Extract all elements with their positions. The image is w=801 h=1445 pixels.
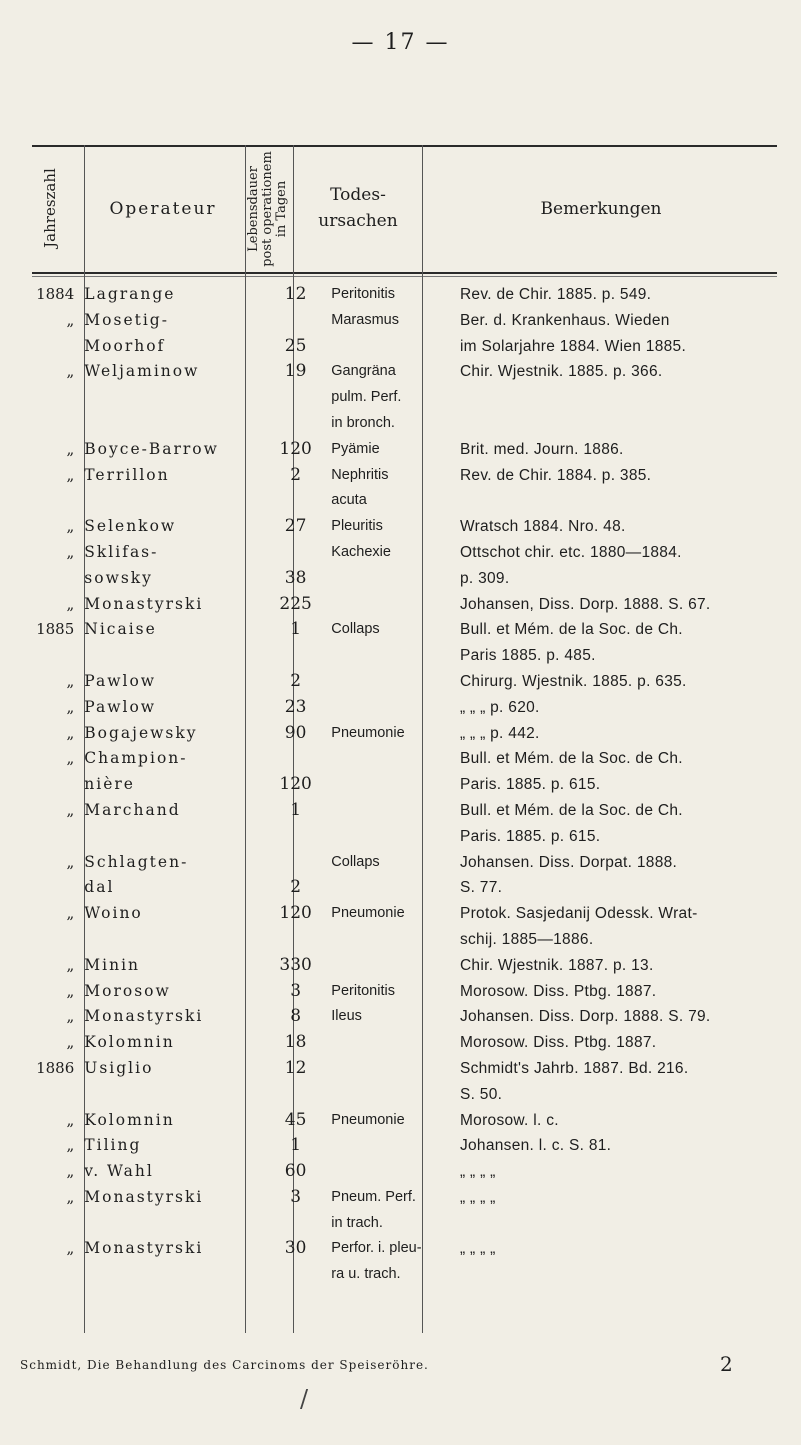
year-cell — [20, 488, 76, 514]
year-cell: „ — [66, 671, 75, 690]
operator-cell: Kolomnin — [84, 1110, 175, 1129]
year-cell — [20, 334, 76, 360]
year-cell: „ — [66, 955, 75, 974]
header-cause — [296, 182, 420, 234]
table-row — [20, 1262, 801, 1288]
remarks-cell: Chir. Wjestnik. 1887. p. 13. — [459, 956, 654, 974]
year-cell — [20, 385, 76, 411]
operator-cell: Monastyrski — [84, 1239, 204, 1258]
header-year: Jahreszahl — [41, 168, 59, 248]
operator-cell: Minin — [84, 955, 141, 974]
cause-cell — [319, 643, 452, 669]
lifespan-cell — [272, 850, 319, 876]
lifespan-cell — [272, 1082, 319, 1108]
cause-cell — [319, 875, 452, 901]
remarks-cell: Bull. et Mém. de la Soc. de Ch. — [459, 621, 683, 639]
remarks-cell: Bull. et Mém. de la Soc. de Ch. — [459, 801, 683, 819]
lifespan-cell: 8 — [290, 1006, 302, 1027]
remarks-cell: p. 309. — [459, 569, 510, 587]
table-row — [20, 359, 801, 385]
operator-cell: Usiglio — [84, 1058, 154, 1077]
cause-cell: Pyämie — [331, 440, 380, 457]
margin-mark: / — [300, 1385, 309, 1413]
table-row — [20, 463, 801, 489]
lifespan-cell — [272, 824, 319, 850]
lifespan-cell: 330 — [279, 954, 312, 975]
operator-cell: Morosow — [84, 981, 171, 1000]
table-row — [20, 592, 801, 618]
header-lifespan-line2: post operationem — [260, 151, 275, 267]
remarks-cell: „ „ „ „ — [459, 1163, 496, 1181]
lifespan-cell — [272, 540, 319, 566]
cause-cell: Kachexie — [331, 543, 391, 560]
lifespan-cell: 90 — [284, 722, 307, 743]
cause-cell — [319, 592, 452, 618]
cause-cell — [319, 669, 452, 695]
lifespan-cell: 120 — [279, 438, 312, 459]
remarks-cell — [452, 1211, 801, 1237]
header-cause-line1: Todes- — [330, 185, 386, 205]
table-row — [20, 308, 801, 334]
year-cell: „ — [66, 1187, 75, 1206]
lifespan-cell: 30 — [284, 1238, 307, 1259]
table-row — [20, 1185, 801, 1211]
header-remarks: Bemerkungen — [540, 199, 662, 219]
remarks-cell: Paris 1885. p. 485. — [459, 647, 596, 665]
year-cell — [20, 411, 76, 437]
remarks-cell: S. 50. — [459, 1085, 503, 1103]
lifespan-cell: 120 — [279, 774, 312, 795]
table-row — [20, 566, 801, 592]
header-operator: Operateur — [109, 199, 217, 219]
year-cell: „ — [66, 800, 75, 819]
operator-cell: Kolomnin — [84, 1033, 175, 1052]
remarks-cell: Ber. d. Krankenhaus. Wieden — [459, 311, 670, 329]
table-row — [20, 901, 801, 927]
cause-cell — [319, 798, 452, 824]
cause-cell: Pneum. Perf. — [331, 1188, 416, 1205]
header-lifespan-line1: Lebensdauer — [246, 166, 261, 252]
remarks-cell: „ „ „ p. 442. — [459, 724, 540, 742]
operator-cell: Monastyrski — [84, 1187, 204, 1206]
table-row — [20, 953, 801, 979]
remarks-cell: Morosow. Diss. Ptbg. 1887. — [459, 982, 657, 1000]
remarks-cell: im Solarjahre 1884. Wien 1885. — [459, 337, 687, 355]
year-cell: „ — [66, 749, 75, 768]
cause-cell — [319, 772, 452, 798]
cause-cell: in trach. — [331, 1214, 383, 1231]
operator-cell: Weljaminow — [84, 362, 200, 381]
table-row — [20, 1211, 801, 1237]
lifespan-cell — [272, 488, 319, 514]
year-cell: „ — [66, 981, 75, 1000]
year-cell — [20, 824, 76, 850]
footer-signature: 2 — [720, 1352, 734, 1376]
header-bottom-rule — [32, 272, 777, 274]
remarks-cell: Chirurg. Wjestnik. 1885. p. 635. — [459, 672, 687, 690]
header-lifespan — [247, 149, 289, 269]
lifespan-cell: 2 — [290, 877, 302, 898]
operator-cell — [76, 927, 272, 953]
table-row — [20, 488, 801, 514]
remarks-cell: schij. 1885—1886. — [459, 930, 594, 948]
operator-cell: Mosetig- — [84, 310, 169, 329]
operations-table-body — [20, 282, 801, 1288]
operator-cell: Monastyrski — [84, 594, 204, 613]
table-row — [20, 979, 801, 1005]
operator-cell: Marchand — [84, 800, 181, 819]
year-cell: „ — [66, 697, 75, 716]
lifespan-cell: 2 — [290, 464, 302, 485]
table-row — [20, 282, 801, 308]
operator-cell — [76, 385, 272, 411]
operator-cell: Monastyrski — [84, 1007, 204, 1026]
lifespan-cell — [272, 746, 319, 772]
year-cell: „ — [66, 1162, 75, 1181]
header-top-rule — [32, 145, 777, 147]
table-row — [20, 540, 801, 566]
table-row — [20, 669, 801, 695]
table-row — [20, 385, 801, 411]
cause-cell — [319, 824, 452, 850]
operator-cell: Woino — [84, 904, 143, 923]
year-cell: „ — [66, 517, 75, 536]
remarks-cell: Ottschot chir. etc. 1880—1884. — [459, 543, 682, 561]
operator-cell: Sklifas- — [84, 542, 159, 561]
year-cell: „ — [66, 542, 75, 561]
footer-text: Schmidt, Die Behandlung des Carcinoms der Speiseröhre. — [20, 1358, 429, 1372]
table-row — [20, 437, 801, 463]
year-cell — [20, 566, 76, 592]
operator-cell: Selenkow — [84, 517, 177, 536]
lifespan-cell — [272, 411, 319, 437]
table-row — [20, 798, 801, 824]
remarks-cell: Rev. de Chir. 1885. p. 549. — [459, 286, 652, 303]
operator-cell: v. Wahl — [84, 1162, 154, 1181]
remarks-cell: Schmidt's Jahrb. 1887. Bd. 216. — [459, 1059, 689, 1077]
operator-cell: nière — [84, 775, 135, 794]
year-cell: „ — [66, 362, 75, 381]
lifespan-cell: 3 — [290, 1186, 302, 1207]
lifespan-cell: 45 — [284, 1109, 307, 1130]
year-cell: 1884 — [36, 285, 75, 303]
year-cell: „ — [66, 904, 75, 923]
remarks-cell: Paris. 1885. p. 615. — [459, 827, 601, 845]
remarks-cell: S. 77. — [459, 879, 503, 897]
operator-cell: Schlagten- — [84, 852, 189, 871]
table-row — [20, 1108, 801, 1134]
lifespan-cell: 38 — [284, 567, 307, 588]
table-row — [20, 514, 801, 540]
lifespan-cell — [272, 643, 319, 669]
lifespan-cell — [272, 308, 319, 334]
cause-cell — [319, 1159, 452, 1185]
cause-cell: Gangräna — [331, 363, 396, 380]
cause-cell: Nephritis — [331, 466, 389, 483]
lifespan-cell: 1 — [290, 799, 302, 820]
cause-cell — [319, 334, 452, 360]
remarks-cell: Protok. Sasjedanij Odessk. Wrat- — [459, 905, 698, 923]
operator-cell: Terrillon — [84, 465, 170, 484]
cause-cell: Peritonitis — [331, 982, 395, 999]
lifespan-cell: 18 — [284, 1032, 307, 1053]
table-row — [20, 617, 801, 643]
operator-cell — [76, 1262, 272, 1288]
lifespan-cell: 27 — [284, 516, 307, 537]
operator-cell — [76, 1082, 272, 1108]
year-cell — [20, 875, 76, 901]
cause-cell: Pneumonie — [331, 1111, 405, 1128]
lifespan-cell: 120 — [279, 903, 312, 924]
year-cell — [20, 1211, 76, 1237]
year-cell: 1885 — [36, 620, 75, 639]
remarks-cell: Johansen. Diss. Dorpat. 1888. — [459, 853, 678, 871]
operator-cell: Moorhof — [84, 336, 166, 355]
table-row — [20, 1082, 801, 1108]
lifespan-cell — [272, 385, 319, 411]
table-row — [20, 721, 801, 747]
remarks-cell: „ „ „ p. 620. — [459, 698, 540, 716]
operator-cell: Champion- — [84, 749, 188, 768]
lifespan-cell: 1 — [290, 619, 302, 640]
remarks-cell: Wratsch 1884. Nro. 48. — [459, 518, 626, 536]
year-cell: „ — [66, 723, 75, 742]
operator-cell: Pawlow — [84, 697, 157, 716]
cause-cell — [319, 953, 452, 979]
lifespan-cell — [272, 1262, 319, 1288]
year-cell — [20, 643, 76, 669]
remarks-cell: Johansen, Diss. Dorp. 1888. S. 67. — [459, 595, 711, 613]
table-row — [20, 1030, 801, 1056]
operator-cell — [76, 824, 272, 850]
cause-cell: Peritonitis — [331, 286, 395, 302]
table-row — [20, 850, 801, 876]
year-cell: „ — [66, 1136, 75, 1155]
operations-table — [20, 282, 801, 1288]
year-cell: 1886 — [36, 1058, 75, 1077]
table-row — [20, 927, 801, 953]
lifespan-cell: 3 — [290, 980, 302, 1001]
operator-cell — [76, 411, 272, 437]
year-cell — [20, 1082, 76, 1108]
year-cell: „ — [66, 852, 75, 871]
lifespan-cell: 12 — [284, 1057, 307, 1078]
cause-cell: Collaps — [331, 621, 380, 638]
remarks-cell — [452, 1262, 801, 1288]
operator-cell: Boyce-Barrow — [84, 439, 219, 458]
remarks-cell: Johansen. Diss. Dorp. 1888. S. 79. — [459, 1008, 711, 1026]
operator-cell: Bogajewsky — [84, 723, 198, 742]
header-cause-line2: ursachen — [318, 211, 398, 231]
remarks-cell: Morosow. l. c. — [459, 1111, 559, 1129]
cause-cell — [319, 695, 452, 721]
operator-cell: Lagrange — [84, 285, 176, 303]
year-cell — [20, 772, 76, 798]
year-cell: „ — [66, 1033, 75, 1052]
lifespan-cell: 25 — [284, 335, 307, 356]
year-cell: „ — [66, 1110, 75, 1129]
operator-cell: Pawlow — [84, 671, 157, 690]
year-cell — [20, 1262, 76, 1288]
year-cell: „ — [66, 439, 75, 458]
operator-cell — [76, 488, 272, 514]
lifespan-cell: 2 — [290, 670, 302, 691]
table-row — [20, 643, 801, 669]
lifespan-cell — [272, 927, 319, 953]
table-row — [20, 746, 801, 772]
cause-cell — [319, 1133, 452, 1159]
table-row — [20, 1133, 801, 1159]
operator-cell — [76, 1211, 272, 1237]
cause-cell — [319, 1056, 452, 1082]
remarks-cell: „ „ „ „ — [459, 1240, 496, 1258]
cause-cell: pulm. Perf. — [331, 389, 402, 406]
header-bottom-rule-thin — [32, 276, 777, 277]
year-cell: „ — [66, 1007, 75, 1026]
remarks-cell: Johansen. l. c. S. 81. — [459, 1137, 612, 1155]
operator-cell: dal — [84, 878, 115, 897]
lifespan-cell: 1 — [290, 1135, 302, 1156]
year-cell: „ — [66, 310, 75, 329]
cause-cell: Ileus — [331, 1008, 362, 1025]
cause-cell — [319, 1082, 452, 1108]
footer — [20, 1352, 780, 1376]
remarks-cell — [452, 385, 801, 411]
lifespan-cell: 19 — [284, 361, 307, 382]
cause-cell — [319, 927, 452, 953]
remarks-cell: Morosow. Diss. Ptbg. 1887. — [459, 1034, 657, 1052]
lifespan-cell: 23 — [284, 696, 307, 717]
remarks-cell: Chir. Wjestnik. 1885. p. 366. — [459, 363, 663, 381]
operator-cell: Nicaise — [84, 620, 157, 639]
operator-cell: Tiling — [84, 1136, 142, 1155]
page-number: — 17 — — [351, 30, 450, 55]
lifespan-cell — [272, 1211, 319, 1237]
table-row — [20, 772, 801, 798]
table-row — [20, 1004, 801, 1030]
remarks-cell: Brit. med. Journ. 1886. — [459, 440, 624, 458]
table-row — [20, 1056, 801, 1082]
year-cell: „ — [66, 1239, 75, 1258]
table-row — [20, 695, 801, 721]
remarks-cell — [452, 411, 801, 437]
table-row — [20, 1236, 801, 1262]
remarks-cell: Rev. de Chir. 1884. p. 385. — [459, 466, 652, 484]
table-row — [20, 334, 801, 360]
lifespan-cell: 12 — [284, 284, 307, 304]
cause-cell: ra u. trach. — [331, 1266, 401, 1283]
remarks-cell: „ „ „ „ — [459, 1188, 496, 1206]
lifespan-cell: 225 — [279, 593, 312, 614]
header-lifespan-line3: in Tagen — [274, 180, 289, 238]
year-cell: „ — [66, 465, 75, 484]
remarks-cell — [452, 488, 801, 514]
table-row — [20, 824, 801, 850]
year-cell — [20, 927, 76, 953]
cause-cell — [319, 746, 452, 772]
table-row — [20, 875, 801, 901]
cause-cell — [319, 1030, 452, 1056]
operator-cell: sowsky — [84, 568, 153, 587]
remarks-cell: Bull. et Mém. de la Soc. de Ch. — [459, 750, 683, 768]
table-row — [20, 1159, 801, 1185]
cause-cell: Pneumonie — [331, 724, 405, 741]
lifespan-cell: 60 — [284, 1161, 307, 1182]
remarks-cell: Paris. 1885. p. 615. — [459, 776, 601, 794]
cause-cell: Perfor. i. pleu- — [331, 1240, 422, 1257]
cause-cell — [319, 566, 452, 592]
cause-cell: Pleuritis — [331, 518, 383, 535]
year-cell: „ — [66, 594, 75, 613]
cause-cell: Pneumonie — [331, 905, 405, 922]
cause-cell: Collaps — [331, 853, 380, 870]
cause-cell: Marasmus — [331, 311, 399, 328]
operator-cell — [76, 643, 272, 669]
cause-cell: acuta — [331, 492, 367, 509]
cause-cell: in bronch. — [331, 414, 395, 431]
table-row — [20, 411, 801, 437]
